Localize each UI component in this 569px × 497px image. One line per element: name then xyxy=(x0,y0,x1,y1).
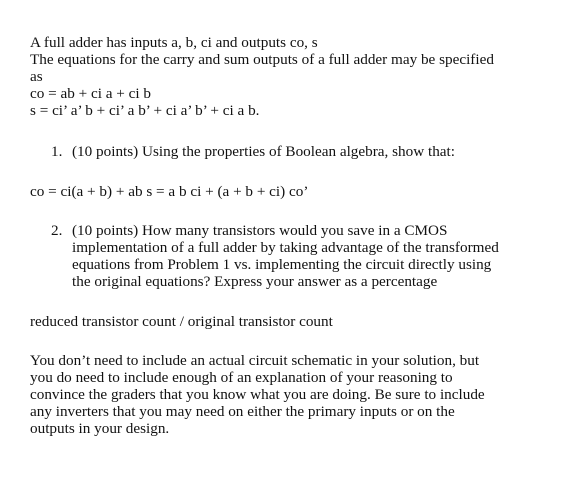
problem-2-line: equations from Problem 1 vs. implementing the circuit directly using xyxy=(72,256,492,273)
problem-2-line: (10 points) How many transistors would you save in a CMOS xyxy=(72,222,448,239)
problem-1-text: (10 points) Using the properties of Boolean algebra, show that: xyxy=(72,143,455,160)
note-line: any inverters that you may need on either the primary inputs or on the xyxy=(30,403,455,420)
note-line: you do need to include enough of an explanation of your reasoning to xyxy=(30,369,453,386)
intro-line-1: A full adder has inputs a, b, ci and outputs co, s xyxy=(30,34,318,51)
note-line: You don’t need to include an actual circuit schematic in your solution, but xyxy=(30,352,480,369)
problem-2-number: 2. xyxy=(51,222,63,239)
problem-1-equation: co = ci(a + b) + ab s = a b ci + (a + b + ci) co’ xyxy=(30,183,309,200)
intro-line-3: as xyxy=(30,68,43,85)
problem-2-line: implementation of a full adder by taking advantage of the transformed xyxy=(72,239,499,256)
problem-1-number: 1. xyxy=(51,143,63,160)
problem-2-line: the original equations? Express your answer as a percentage xyxy=(72,273,438,290)
sum-equation: s = ci’ a’ b + ci’ a b’ + ci a’ b’ + ci a b. xyxy=(30,102,260,119)
carry-equation: co = ab + ci a + ci b xyxy=(30,85,151,102)
transistor-ratio: reduced transistor count / original transistor count xyxy=(30,313,333,330)
note-line: outputs in your design. xyxy=(30,420,170,437)
note-line: convince the graders that you know what you are doing. Be sure to include xyxy=(30,386,485,403)
intro-line-2: The equations for the carry and sum outputs of a full adder may be specified xyxy=(30,51,494,68)
